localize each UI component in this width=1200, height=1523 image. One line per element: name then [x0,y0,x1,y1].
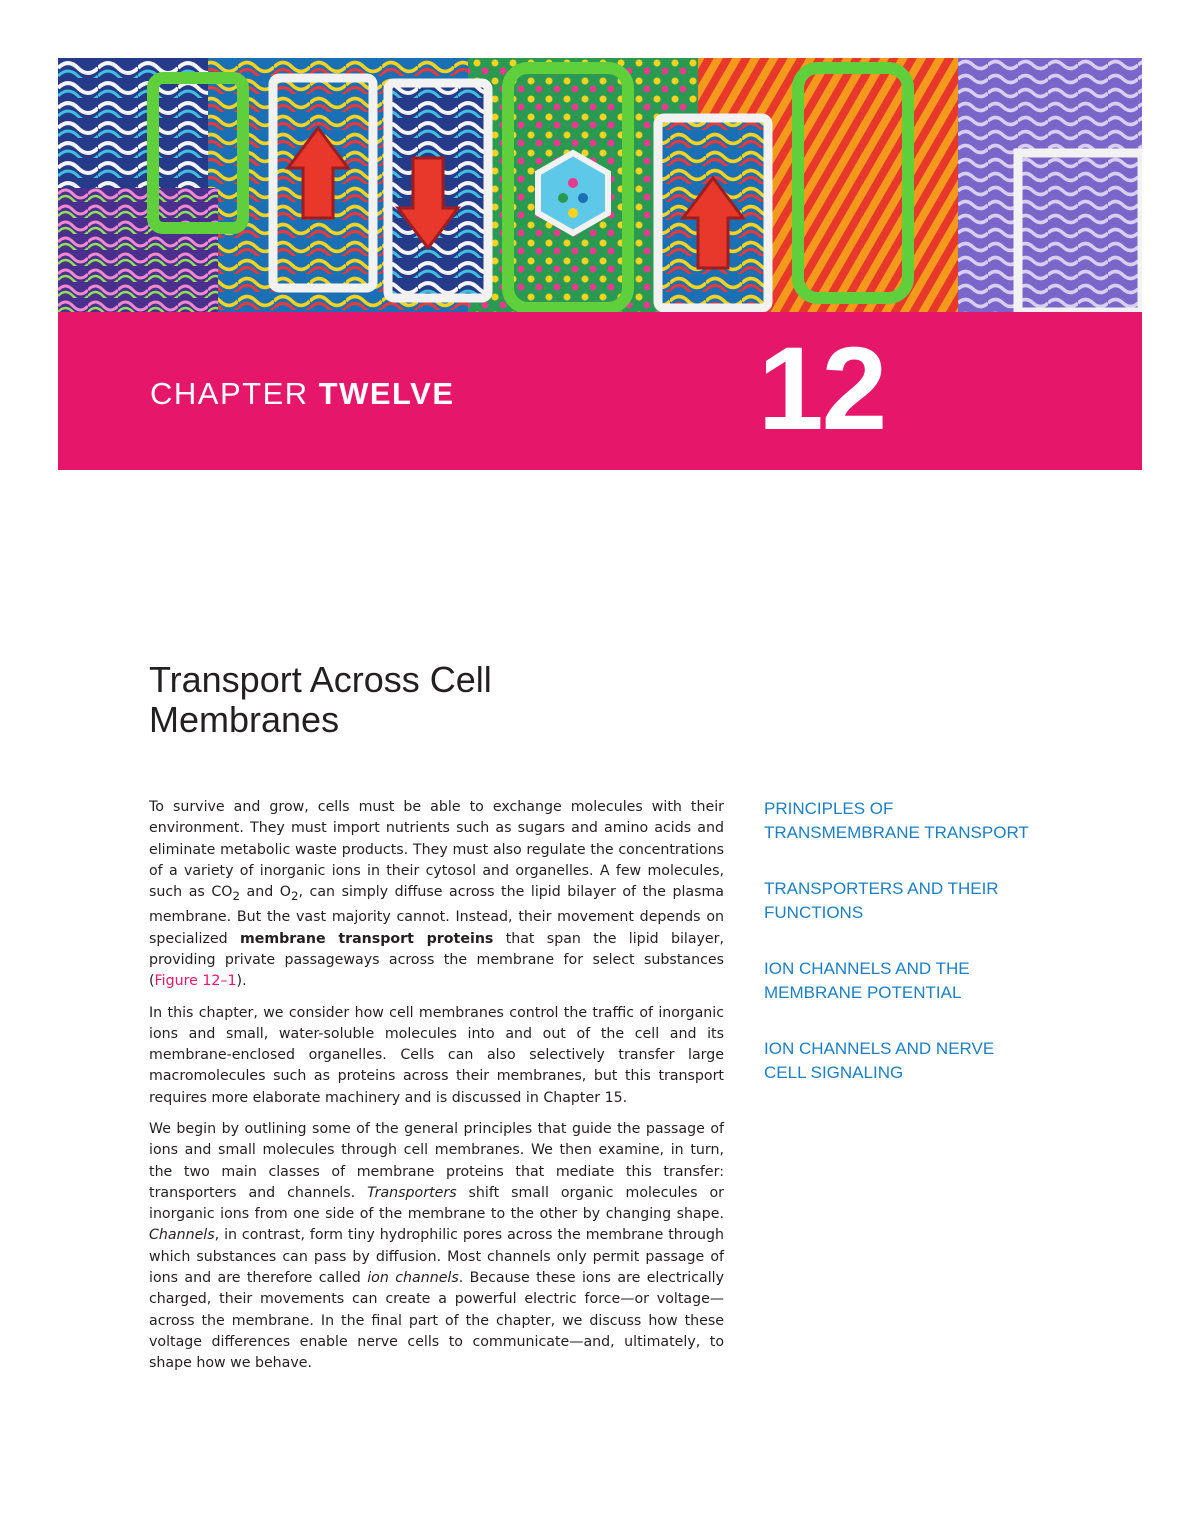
toc-item-line: TRANSMEMBRANE TRANSPORT [764,823,1029,842]
toc-item-ion-channels-nerve-signaling[interactable] [764,1037,1104,1085]
term-ion-channels: ion channels [367,1270,459,1287]
chapter-number-word: TWELVE [318,376,455,411]
figure-reference-link[interactable]: Figure 12–1 [154,973,237,990]
toc-item-line: TRANSPORTERS AND THEIR [764,879,999,898]
chapter-contents-list [764,797,1104,1117]
p1-text-b: and O [239,884,291,901]
paragraph-2: In this chapter, we consider how cell membranes control the traffic of inorganic ions and small, water-soluble molecules into and out of the cell and its membrane-enclosed organelles. Cells can also selectively transfer large macromolecules such as proteins across their membranes, but this transport requires more elaborate machinery and is discussed in Chapter 15. [149,1004,724,1106]
p3-text-c: , in contrast, form tiny hydrophilic pores across the membrane through which substances can pass by diffusion. Most channels only permit passage of ions and are therefore called [149,1227,724,1287]
toc-item-transporters[interactable] [764,877,1104,925]
co2-subscript: 2 [232,889,240,904]
p3-text-a: We begin by outlining some of the general principles that guide the passage of ions and small molecules through cell membranes. We then examine, in turn, the two main classes of membrane proteins that mediate this transfer: transporters and channels. [149,1120,724,1201]
chapter-word: CHAPTER [150,376,309,411]
chapter-number: 12 [758,323,886,455]
chapter-intro-text [149,797,724,1385]
chapter-title-line1: Transport Across Cell [149,659,492,700]
toc-item-line: CELL SIGNALING [764,1063,904,1082]
term-channels: Channels [149,1227,215,1244]
toc-item-line: MEMBRANE POTENTIAL [764,983,962,1002]
p1-text-e: ). [236,973,247,990]
toc-item-line: ION CHANNELS AND NERVE [764,1039,995,1058]
toc-item-line: ION CHANNELS AND THE [764,959,970,978]
toc-item-line: FUNCTIONS [764,903,864,922]
p1-text-c: , can simply diffuse across the lipid bilayer of the plasma membrane. But the vast majority cannot. Instead, their movement depends on specialized [149,884,724,947]
paragraph-1 [149,797,724,993]
toc-item-line: PRINCIPLES OF [764,799,894,818]
p3-text-b: shift small organic molecules or inorganic ions from one side of the membrane to the other by changing shape. [149,1184,724,1223]
chapter-hero-image [58,58,1142,312]
chapter-label [150,376,455,412]
paragraph-3 [149,1119,724,1375]
p1-text-d: that span the lipid bilayer, providing private passageways across the membrane for select substances ( [149,930,725,990]
toc-item-ion-channels-membrane-potential[interactable] [764,957,1104,1005]
key-term-membrane-transport-proteins: membrane transport proteins [239,930,494,947]
term-transporters: Transporters [367,1184,457,1201]
p3-text-d: . Because these ions are electrically charged, their movements can create a powerful electric force—or voltage—across the membrane. In the final part of the chapter, we discuss how these voltage differences enable nerve cells to communicate—and, ultimately, to shape how we behave. [149,1270,725,1372]
chapter-title-line2: Membranes [149,699,340,740]
chapter-banner [58,312,1142,470]
hero-artwork [58,58,1142,312]
chapter-title [149,660,709,740]
p1-text-a: To survive and grow, cells must be able to exchange molecules with their environment. They must import nutrients such as sugars and amino acids and eliminate metabolic waste products. They must also regulate the concentrations of a variety of inorganic ions in their cytosol and organelles. A few molecules, such as CO [149,799,724,901]
o2-subscript: 2 [290,889,299,904]
toc-item-principles[interactable] [764,797,1104,845]
